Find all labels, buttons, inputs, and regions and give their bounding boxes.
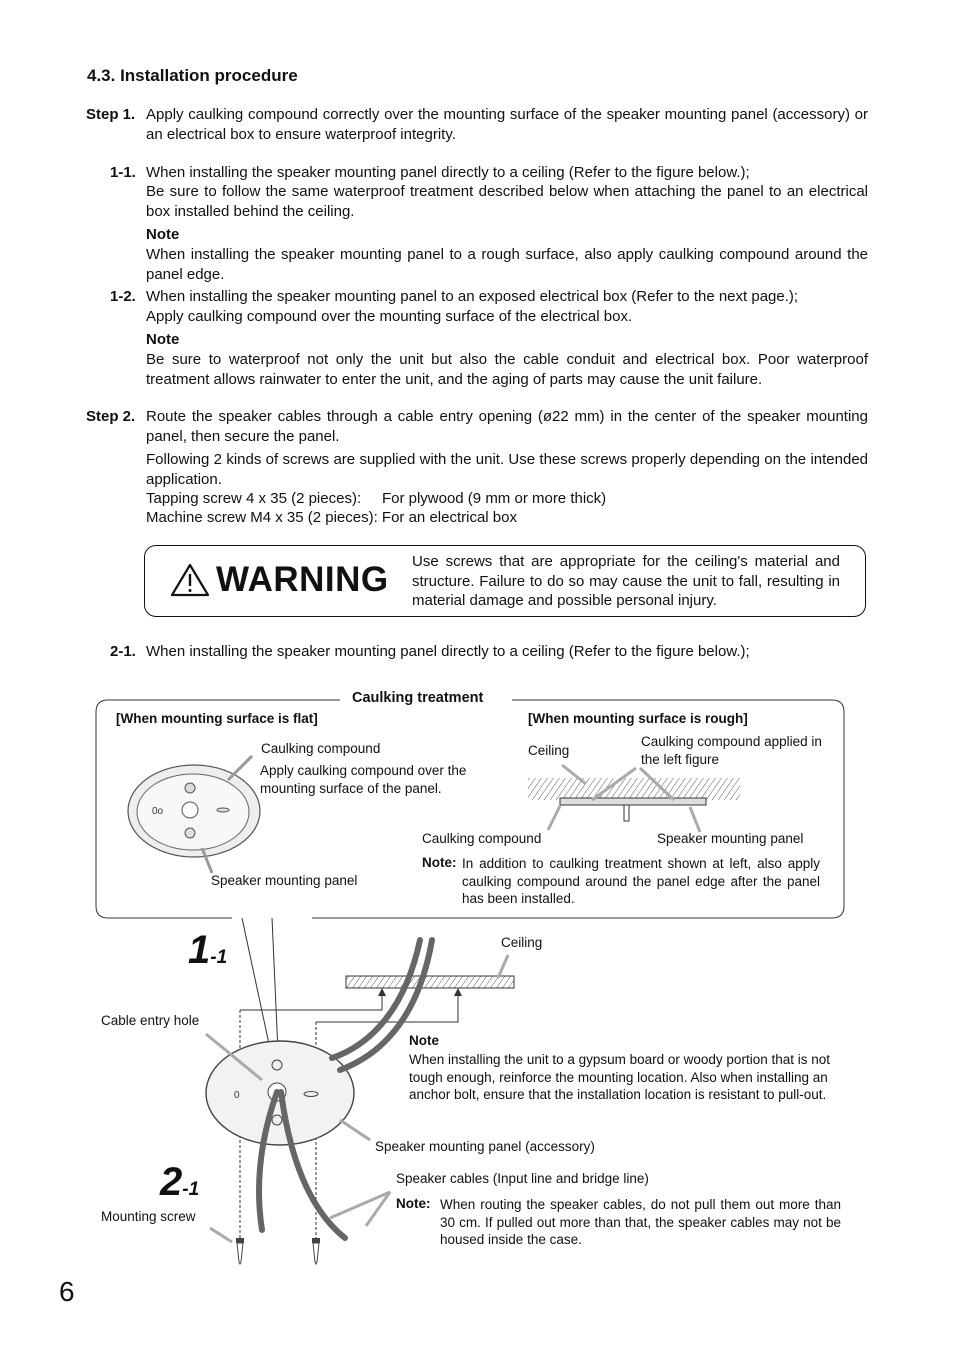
step1-2-note-title: Note (146, 331, 180, 348)
cables-note-label: Note: (396, 1196, 431, 1211)
mounting-screw-icon (236, 1238, 320, 1264)
page-number: 6 (59, 1276, 75, 1307)
step1-2-line1: When installing the speaker mounting panel to an exposed electrical box (Refer to the next page.); (146, 288, 799, 305)
svg-text:0o: 0o (152, 806, 164, 817)
label-panel-accessory: Speaker mounting panel (accessory) (375, 1139, 595, 1154)
cables-note-text: When routing the speaker cables, do not pull them out more than 30 cm. If pulled out more than that, the speaker cables may not be housed inside the case. (440, 1197, 841, 1247)
label-panel-rough: Speaker mounting panel (657, 831, 804, 846)
step2-text: Route the speaker cables through a cable entry opening (ø22 mm) in the center of the speaker mounting panel, then secure the panel. (146, 408, 868, 445)
step1-1-note-title: Note (146, 226, 180, 243)
label-caulking-applied: Caulking compound applied in the left figure (641, 734, 822, 767)
label-ceiling-rough: Ceiling (528, 743, 570, 758)
step1-text: Apply caulking compound correctly over the mounting surface of the speaker mounting panel (accessory) or an electrical box to ensure waterproof integrity. (146, 106, 868, 143)
svg-text:0: 0 (234, 1090, 240, 1101)
warning-text: Use screws that are appropriate for the ceiling's material and structure. Failure to do so may cause the unit to fall, resulting in material damage and possible personal injury. (412, 553, 840, 609)
rough-heading: [When mounting surface is rough] (528, 711, 748, 726)
step-1-sub: -1 (210, 947, 228, 968)
step-2-sub: -1 (182, 1179, 200, 1200)
gypsum-note-title: Note (409, 1033, 439, 1048)
step1-1-label: 1-1. (110, 164, 136, 181)
label-apply-text: Apply caulking compound over the mounting surface of the panel. (260, 763, 467, 796)
step1-2-line2: Apply caulking compound over the mounting surface of the electrical box. (146, 308, 633, 325)
step-1-big: 1 (188, 928, 211, 972)
screw-machine: Machine screw M4 x 35 (2 pieces): For an electrical box (146, 509, 517, 526)
label-mounting-screw: Mounting screw (101, 1209, 196, 1224)
section-title: 4.3. Installation procedure (87, 66, 298, 85)
rough-note-text: In addition to caulking treatment shown at left, also apply caulking compound around the panel edge after the panel has been installed. (462, 856, 820, 906)
rough-note-label: Note: (422, 855, 457, 870)
step1-2-note-text: Be sure to waterproof not only the unit but also the cable conduit and electrical box. Poor waterproof treatment allows rainwater to enter the unit, and the aging of parts may cause the unit failure. (146, 351, 868, 388)
step-2-big: 2 (160, 1160, 183, 1204)
ceiling-drawing (346, 976, 514, 988)
step2-text2: Following 2 kinds of screws are supplied with the unit. Use these screws properly depending on the intended application. (146, 451, 868, 488)
label-cable-entry-hole: Cable entry hole (101, 1013, 200, 1028)
label-speaker-cables: Speaker cables (Input line and bridge line) (396, 1171, 649, 1186)
step-2-1-number (160, 1160, 199, 1205)
flat-heading: [When mounting surface is flat] (116, 711, 318, 726)
flat-panel-drawing (128, 765, 260, 857)
step1-1-line2: Be sure to follow the same waterproof treatment described below when attaching the panel to an electrical box installed behind the ceiling. (146, 183, 868, 220)
step2-1-text: When installing the speaker mounting panel directly to a ceiling (Refer to the figure below.); (146, 643, 750, 660)
step2-label: Step 2. (86, 408, 136, 425)
step2-1-label: 2-1. (110, 643, 136, 660)
step1-label: Step 1. (86, 106, 136, 123)
step1-1-note-text: When installing the speaker mounting panel to a rough surface, also apply caulking compound around the panel edge. (146, 246, 868, 283)
label-caulking-compound-rough: Caulking compound (422, 831, 542, 846)
label-panel-left: Speaker mounting panel (211, 873, 358, 888)
rough-ceiling-drawing (528, 778, 740, 821)
caulking-treatment-title: Caulking treatment (344, 690, 491, 706)
step-1-1-number (188, 928, 227, 973)
step1-1-line1: When installing the speaker mounting panel directly to a ceiling (Refer to the figure below.); (146, 164, 750, 181)
label-ceiling-main: Ceiling (501, 935, 543, 950)
screw-tapping: Tapping screw 4 x 35 (2 pieces): For plywood (9 mm or more thick) (146, 490, 607, 507)
step1-2-label: 1-2. (110, 288, 136, 305)
warning-word: WARNING (216, 560, 389, 599)
gypsum-note-text: When installing the unit to a gypsum board or woody portion that is not tough enough, reinforce the mounting location. Also when installing an anchor bolt, ensure that the installation location is resistant to pull-out. (409, 1052, 830, 1102)
label-caulking-compound: Caulking compound (261, 741, 381, 756)
